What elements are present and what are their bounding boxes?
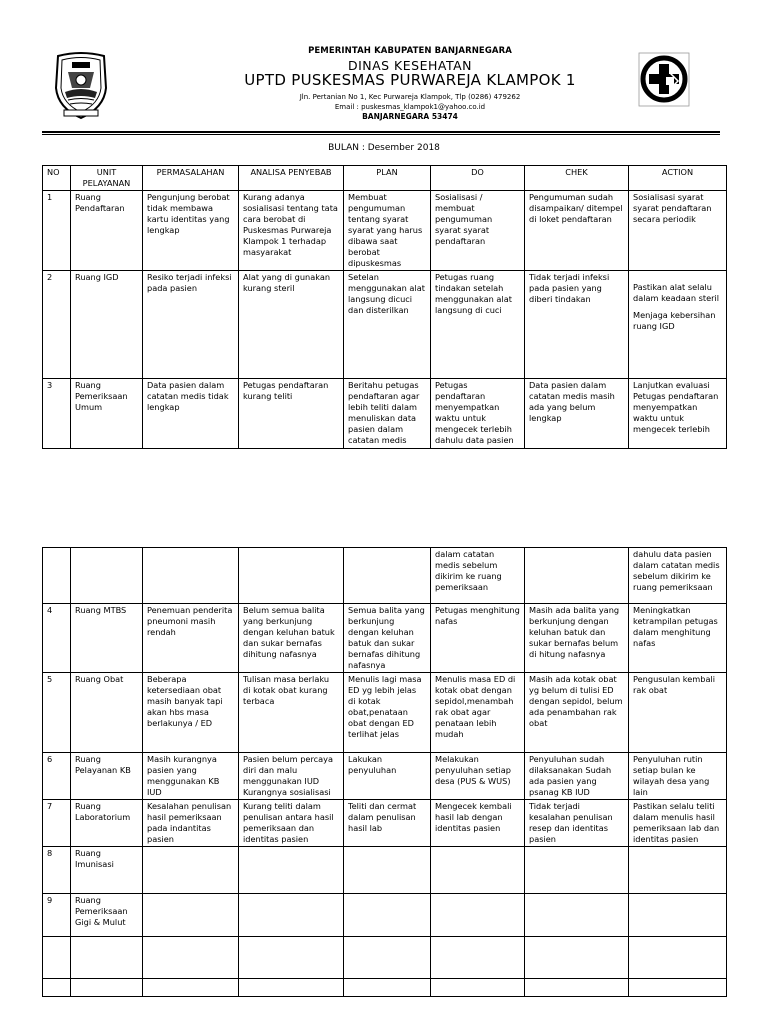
cell-permasalahan: Kesalahan penulisan hasil pemeriksaan pada indantitas pasien xyxy=(143,800,239,847)
col-header-analisa: ANALISA PENYEBAB xyxy=(239,166,344,191)
cell-do xyxy=(431,847,525,894)
cell-chek: Penyuluhan sudah dilaksanakan Sudah ada pasien yang psanag KB IUD xyxy=(525,753,629,800)
table-row xyxy=(43,753,727,800)
cell-no: 8 xyxy=(43,847,71,894)
cell-do: Petugas menghitung nafas xyxy=(431,604,525,673)
cell-analisa: Alat yang di gunakan kurang steril xyxy=(239,271,344,379)
cell-permasalahan: Data pasien dalam catatan medis tidak lengkap xyxy=(143,379,239,449)
cell-plan xyxy=(344,894,431,937)
col-header-unit: UNIT PELAYANAN xyxy=(71,166,143,191)
cell-permasalahan xyxy=(143,894,239,937)
header-government: PEMERINTAH KABUPATEN BANJARNEGARA xyxy=(308,46,512,56)
cell-chek xyxy=(525,548,629,604)
cell-do: dalam catatan medis sebelum dikirim ke ruang pemeriksaan xyxy=(431,548,525,604)
cell-no: 6 xyxy=(43,753,71,800)
col-header-action: ACTION xyxy=(629,166,727,191)
cell-chek: Tidak terjadi infeksi pada pasien yang diberi tindakan xyxy=(525,271,629,379)
cell-no xyxy=(43,979,71,997)
cell-chek xyxy=(525,847,629,894)
cell-do: Menulis masa ED di kotak obat dengan sepidol,menambah rak obat agar penataan lebih mudah xyxy=(431,673,525,753)
cell-unit: Ruang Obat xyxy=(71,673,143,753)
cell-do: Petugas pendaftaran menyempatkan waktu untuk mengecek terlebih dahulu data pasien xyxy=(431,379,525,449)
cell-plan: Beritahu petugas pendaftaran agar lebih teliti dalam menuliskan data pasien dalam catatan medis xyxy=(344,379,431,449)
header-email: Email : puskesmas_klampok1@yahoo.co.id xyxy=(334,103,486,111)
cell-action: Pengusulan kembali rak obat xyxy=(629,673,727,753)
table-row xyxy=(43,548,727,604)
cell-plan xyxy=(344,979,431,997)
table-row xyxy=(43,847,727,894)
cell-unit: Ruang IGD xyxy=(71,271,143,379)
cell-analisa xyxy=(239,548,344,604)
cell-permasalahan xyxy=(143,548,239,604)
cell-do xyxy=(431,937,525,979)
header-city: BANJARNEGARA 53474 xyxy=(362,112,458,121)
table-row xyxy=(43,191,727,271)
cell-analisa: Kurang teliti dalam penulisan antara hasil pemeriksaan dan identitas pasien xyxy=(239,800,344,847)
header-department: DINAS KESEHATAN xyxy=(347,58,473,73)
cell-analisa: Tulisan masa berlaku di kotak obat kurang terbaca xyxy=(239,673,344,753)
cell-no: 3 xyxy=(43,379,71,449)
table-header-row xyxy=(43,166,727,191)
cell-do: Sosialisasi / membuat pengumuman syarat syarat pendaftaran xyxy=(431,191,525,271)
col-header-no: NO xyxy=(43,166,71,191)
cell-permasalahan xyxy=(143,937,239,979)
cell-permasalahan: Resiko terjadi infeksi pada pasien xyxy=(143,271,239,379)
header-address: Jln. Pertanian No 1, Kec Purwareja Klampok, Tlp (0286) 479262 xyxy=(299,93,521,101)
cell-analisa: Petugas pendaftaran kurang teliti xyxy=(239,379,344,449)
cell-plan xyxy=(344,937,431,979)
cell-permasalahan: Pengunjung berobat tidak membawa kartu identitas yang lengkap xyxy=(143,191,239,271)
cell-plan: Semua balita yang berkunjung dengan keluhan batuk dan sukar bernafas dihitung nafasnya xyxy=(344,604,431,673)
cell-do xyxy=(431,979,525,997)
cell-action: Meningkatkan ketrampilan petugas dalam menghitung nafas xyxy=(629,604,727,673)
action-text: Pastikan alat selalu dalam keadaan steril xyxy=(633,282,720,303)
cell-analisa xyxy=(239,979,344,997)
pdca-table-page-2 xyxy=(42,547,727,997)
cell-unit: Ruang MTBS xyxy=(71,604,143,673)
cell-plan: Setelan menggunakan alat langsung dicuci dan disterilkan xyxy=(344,271,431,379)
cell-no: 5 xyxy=(43,673,71,753)
cell-action xyxy=(629,937,727,979)
cell-action: Lanjutkan evaluasi Petugas pendaftaran menyempatkan waktu untuk mengecek terlebih xyxy=(629,379,727,449)
cell-no: 9 xyxy=(43,894,71,937)
cell-analisa: Pasien belum percaya diri dan malu menggunakan IUD Kurangnya sosialisasi xyxy=(239,753,344,800)
col-header-chek: CHEK xyxy=(525,166,629,191)
cell-plan: Lakukan penyuluhan xyxy=(344,753,431,800)
cell-plan xyxy=(344,548,431,604)
cell-plan xyxy=(344,847,431,894)
cell-no: 1 xyxy=(43,191,71,271)
cell-permasalahan xyxy=(143,847,239,894)
col-header-permasalahan: PERMASALAHAN xyxy=(143,166,239,191)
cell-unit: Ruang Pendaftaran xyxy=(71,191,143,271)
report-month: BULAN : Desember 2018 xyxy=(328,143,440,153)
cell-plan: Menulis lagi masa ED yg lebih jelas di kotak obat,penataan obat dengan ED terlihat jelas xyxy=(344,673,431,753)
cell-do: Melakukan penyuluhan setiap desa (PUS & WUS) xyxy=(431,753,525,800)
cell-unit: Ruang Pelayanan KB xyxy=(71,753,143,800)
table-row xyxy=(43,800,727,847)
pdca-table-page-1 xyxy=(42,165,727,449)
action-text-2: Menjaga kebersihan ruang IGD xyxy=(633,310,716,331)
cell-plan: Teliti dan cermat dalam penulisan hasil lab xyxy=(344,800,431,847)
cell-unit: Ruang Pemeriksaan Umum xyxy=(71,379,143,449)
cell-analisa: Belum semua balita yang berkunjung dengan keluhan batuk dan sukar bernafas dihitung nafasnya xyxy=(239,604,344,673)
cell-analisa: Kurang adanya sosialisasi tentang tata cara berobat di Puskesmas Purwareja Klampok 1 terhadap masyarakat xyxy=(239,191,344,271)
cell-action xyxy=(629,894,727,937)
table-row xyxy=(43,937,727,979)
cell-no xyxy=(43,937,71,979)
cell-action xyxy=(629,271,727,379)
cell-unit xyxy=(71,548,143,604)
cell-permasalahan: Masih kurangnya pasien yang menggunakan KB IUD xyxy=(143,753,239,800)
cell-no xyxy=(43,548,71,604)
cell-do xyxy=(431,894,525,937)
table-row xyxy=(43,379,727,449)
cell-no: 2 xyxy=(43,271,71,379)
col-header-plan: PLAN xyxy=(344,166,431,191)
cell-action xyxy=(629,979,727,997)
cell-chek xyxy=(525,937,629,979)
cell-chek xyxy=(525,894,629,937)
cell-no: 7 xyxy=(43,800,71,847)
cell-unit: Ruang Pemeriksaan Gigi & Mulut xyxy=(71,894,143,937)
cell-unit xyxy=(71,937,143,979)
cell-no: 4 xyxy=(43,604,71,673)
cell-analisa xyxy=(239,937,344,979)
cell-permasalahan: Beberapa ketersediaan obat masih banyak tapi akan hbs masa berlakunya / ED xyxy=(143,673,239,753)
header-divider-thin xyxy=(42,134,720,135)
cell-analisa xyxy=(239,847,344,894)
cell-permasalahan xyxy=(143,979,239,997)
cell-unit: Ruang Laboratorium xyxy=(71,800,143,847)
table-row xyxy=(43,604,727,673)
cell-chek: Masih ada balita yang berkunjung dengan keluhan batuk dan sukar bernafas belum di hitung nafasnya xyxy=(525,604,629,673)
table-row xyxy=(43,673,727,753)
cell-plan: Membuat pengumuman tentang syarat syarat yang harus dibawa saat berobat dipuskesmas xyxy=(344,191,431,271)
cell-action: Pastikan selalu teliti dalam menulis hasil pemeriksaan lab dan identitas pasien xyxy=(629,800,727,847)
cell-chek: Tidak terjadi kesalahan penulisan resep dan identitas pasien xyxy=(525,800,629,847)
cell-unit xyxy=(71,979,143,997)
cell-chek: Masih ada kotak obat yg belum di tulisi ED dengan sepidol, belum ada penambahan rak obat xyxy=(525,673,629,753)
cell-action: Penyuluhan rutin setiap bulan ke wilayah desa yang lain xyxy=(629,753,727,800)
cell-analisa xyxy=(239,894,344,937)
col-header-do: DO xyxy=(431,166,525,191)
table-row xyxy=(43,271,727,379)
cell-chek: Data pasien dalam catatan medis masih ada yang belum lengkap xyxy=(525,379,629,449)
cell-action: Sosialisasi syarat syarat pendaftaran secara periodik xyxy=(629,191,727,271)
cell-permasalahan: Penemuan penderita pneumoni masih rendah xyxy=(143,604,239,673)
cell-chek: Pengumuman sudah disampaikan/ ditempel di loket pendaftaran xyxy=(525,191,629,271)
cell-do: Mengecek kembali hasil lab dengan identitas pasien xyxy=(431,800,525,847)
table-row xyxy=(43,894,727,937)
header-institution: UPTD PUSKESMAS PURWAREJA KLAMPOK 1 xyxy=(244,71,576,89)
table-row xyxy=(43,979,727,997)
header-divider xyxy=(42,131,720,133)
cell-unit: Ruang Imunisasi xyxy=(71,847,143,894)
cell-action: dahulu data pasien dalam catatan medis sebelum dikirim ke ruang pemeriksaan xyxy=(629,548,727,604)
cell-chek xyxy=(525,979,629,997)
cell-action xyxy=(629,847,727,894)
cell-do: Petugas ruang tindakan setelah menggunakan alat langsung di cuci xyxy=(431,271,525,379)
